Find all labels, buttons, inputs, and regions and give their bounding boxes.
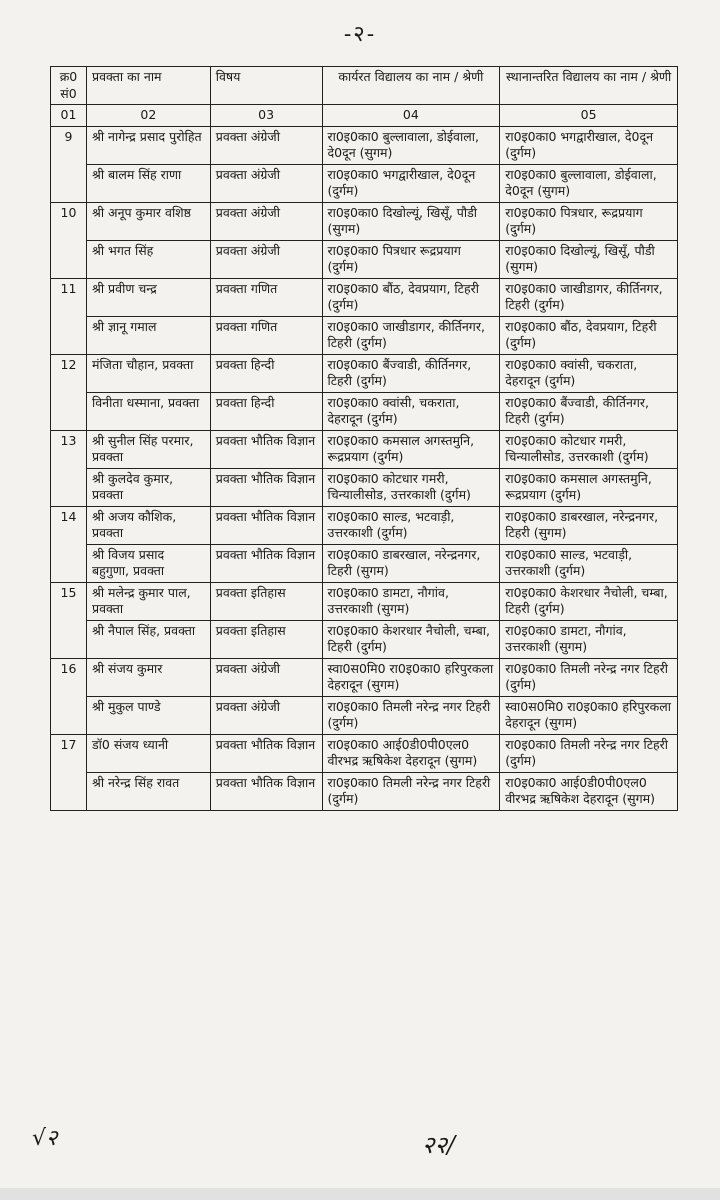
table-row [51,278,678,316]
current-school-cell: रा0इ0का0 केशरधार नैचोली, चम्बा, टिहरी (दुर्गम) [322,620,500,658]
transfer-school-cell: रा0इ0का0 कोटधार गमरी, चिन्यालीसोड, उत्तरकाशी (दुर्गम) [500,430,678,468]
header-row [51,67,678,105]
current-school-cell: रा0इ0का0 डाबरखाल, नरेन्द्रनगर, टिहरी (सुगम) [322,544,500,582]
header-current-school: कार्यरत विद्यालय का नाम / श्रेणी [322,67,500,105]
table-row [51,354,678,392]
column-number: 04 [322,105,500,127]
table-row [51,506,678,544]
subject-cell: प्रवक्ता अंग्रेजी [210,658,322,696]
serial-number-cell: 14 [51,506,87,582]
page-number: -२- [343,22,377,47]
subject-cell: प्रवक्ता अंग्रेजी [210,202,322,240]
current-school-cell: रा0इ0का0 कोटधार गमरी, चिन्यालीसोड, उत्तरकाशी (दुर्गम) [322,468,500,506]
lecturer-name-cell: डॉ0 संजय ध्यानी [86,734,210,772]
lecturer-name-cell: श्री कुलदेव कुमार, प्रवक्ता [86,468,210,506]
header-name: प्रवक्ता का नाम [86,67,210,105]
header-transfer-school: स्थानान्तरित विद्यालय का नाम / श्रेणी [500,67,678,105]
transfer-school-cell: रा0इ0का0 पित्रधार, रूद्रप्रयाग (दुर्गम) [500,202,678,240]
subject-cell: प्रवक्ता गणित [210,278,322,316]
lecturer-name-cell: श्री मुकुल पाण्डे [86,696,210,734]
lecturer-name-cell: मंजिता चौहान, प्रवक्ता [86,354,210,392]
column-number: 02 [86,105,210,127]
table-row [51,240,678,278]
subject-cell: प्रवक्ता अंग्रेजी [210,164,322,202]
current-school-cell: रा0इ0का0 बुल्लावाला, डोईवाला, दे0दून (सुगम) [322,126,500,164]
table-row [51,202,678,240]
transfer-school-cell: रा0इ0का0 आई0डी0पी0एल0 वीरभद्र ऋषिकेश देहरादून (सुगम) [500,772,678,810]
lecturer-name-cell: श्री अजय कौशिक, प्रवक्ता [86,506,210,544]
subject-cell: प्रवक्ता भौतिक विज्ञान [210,468,322,506]
table-row [51,582,678,620]
serial-number-cell: 15 [51,582,87,658]
handwritten-page-mark: २२/ [422,1131,456,1159]
transfer-school-cell: रा0इ0का0 केशरधार नैचोली, चम्बा, टिहरी (दुर्गम) [500,582,678,620]
lecturer-name-cell: श्री अनूप कुमार वशिष्ठ [86,202,210,240]
transfer-school-cell: रा0इ0का0 बुल्लावाला, डोईवाला, दे0दून (सुगम) [500,164,678,202]
current-school-cell: स्वा0स0मि0 रा0इ0का0 हरिपुरकला देहरादून (सुगम) [322,658,500,696]
lecturer-name-cell: श्री भगत सिंह [86,240,210,278]
serial-number-cell: 9 [51,126,87,202]
transfer-school-cell: रा0इ0का0 दिखोल्यूं, खिसूँ, पौडी (सुगम) [500,240,678,278]
lecturer-name-cell: श्री मलेन्द्र कुमार पाल, प्रवक्ता [86,582,210,620]
transfer-school-cell: रा0इ0का0 जाखीडागर, कीर्तिनगर, टिहरी (दुर्गम) [500,278,678,316]
serial-number-cell: 12 [51,354,87,430]
column-number: 05 [500,105,678,127]
bottom-bar [0,1188,720,1200]
lecturer-name-cell: श्री नरेन्द्र सिंह रावत [86,772,210,810]
table-row [51,544,678,582]
transfer-school-cell: रा0इ0का0 डामटा, नौगांव, उत्तरकाशी (सुगम) [500,620,678,658]
header-serial: क्र0 सं0 [51,67,87,105]
current-school-cell: रा0इ0का0 डामटा, नौगांव, उत्तरकाशी (सुगम) [322,582,500,620]
current-school-cell: रा0इ0का0 बौंठ, देवप्रयाग, टिहरी (दुर्गम) [322,278,500,316]
subject-cell: प्रवक्ता भौतिक विज्ञान [210,506,322,544]
subject-cell: प्रवक्ता अंग्रेजी [210,126,322,164]
lecturer-name-cell: श्री नैपाल सिंह, प्रवक्ता [86,620,210,658]
subject-cell: प्रवक्ता गणित [210,316,322,354]
subject-cell: प्रवक्ता इतिहास [210,620,322,658]
current-school-cell: रा0इ0का0 साल्ड, भटवाड़ी, उत्तरकाशी (दुर्गम) [322,506,500,544]
table-row [51,772,678,810]
column-number: 01 [51,105,87,127]
serial-number-cell: 17 [51,734,87,810]
transfer-school-cell: रा0इ0का0 क्वांसी, चकराता, देहरादून (दुर्गम) [500,354,678,392]
transfer-school-cell: रा0इ0का0 तिमली नरेन्द्र नगर टिहरी (दुर्गम) [500,734,678,772]
table-row [51,468,678,506]
serial-number-cell: 10 [51,202,87,278]
serial-number-cell: 16 [51,658,87,734]
table-row [51,430,678,468]
subject-cell: प्रवक्ता इतिहास [210,582,322,620]
subject-cell: प्रवक्ता भौतिक विज्ञान [210,544,322,582]
subject-cell: प्रवक्ता अंग्रेजी [210,240,322,278]
subject-cell: प्रवक्ता हिन्दी [210,392,322,430]
current-school-cell: रा0इ0का0 जाखीडागर, कीर्तिनगर, टिहरी (दुर्गम) [322,316,500,354]
table-row [51,734,678,772]
lecturer-name-cell: श्री प्रवीण चन्द्र [86,278,210,316]
table-row [51,392,678,430]
transfer-school-cell: रा0इ0का0 बौंठ, देवप्रयाग, टिहरी (दुर्गम) [500,316,678,354]
lecturer-name-cell: श्री नागेन्द्र प्रसाद पुरोहित [86,126,210,164]
initials-mark: √२ [32,1126,58,1151]
transfer-table [50,66,678,811]
transfer-school-cell: स्वा0स0मि0 रा0इ0का0 हरिपुरकला देहरादून (सुगम) [500,696,678,734]
current-school-cell: रा0इ0का0 तिमली नरेन्द्र नगर टिहरी (दुर्गम) [322,696,500,734]
transfer-school-cell: रा0इ0का0 भगद्वारीखाल, दे0दून (दुर्गम) [500,126,678,164]
lecturer-name-cell: श्री सुनील सिंह परमार, प्रवक्ता [86,430,210,468]
table-row [51,620,678,658]
transfer-school-cell: रा0इ0का0 डाबरखाल, नरेन्द्रनगर, टिहरी (सुगम) [500,506,678,544]
transfer-school-cell: रा0इ0का0 कमसाल अगस्तमुनि, रूद्रप्रयाग (दुर्गम) [500,468,678,506]
subject-cell: प्रवक्ता भौतिक विज्ञान [210,734,322,772]
lecturer-name-cell: श्री ज्ञानू गमाल [86,316,210,354]
transfer-school-cell: रा0इ0का0 बैंज्वाडी, कीर्तिनगर, टिहरी (दुर्गम) [500,392,678,430]
current-school-cell: रा0इ0का0 पित्रधार रूद्रप्रयाग (दुर्गम) [322,240,500,278]
subject-cell: प्रवक्ता हिन्दी [210,354,322,392]
lecturer-name-cell: श्री बालम सिंह राणा [86,164,210,202]
table-row [51,126,678,164]
current-school-cell: रा0इ0का0 तिमली नरेन्द्र नगर टिहरी (दुर्गम) [322,772,500,810]
serial-number-cell: 13 [51,430,87,506]
current-school-cell: रा0इ0का0 कमसाल अगस्तमुनि, रूद्रप्रयाग (दुर्गम) [322,430,500,468]
current-school-cell: रा0इ0का0 दिखोल्यूं, खिसूँ, पौडी (सुगम) [322,202,500,240]
subject-cell: प्रवक्ता भौतिक विज्ञान [210,430,322,468]
table-row [51,658,678,696]
lecturer-name-cell: विनीता धस्माना, प्रवक्ता [86,392,210,430]
lecturer-name-cell: श्री विजय प्रसाद बहुगुणा, प्रवक्ता [86,544,210,582]
header-subject: विषय [210,67,322,105]
transfer-school-cell: रा0इ0का0 तिमली नरेन्द्र नगर टिहरी (दुर्गम) [500,658,678,696]
table-row [51,696,678,734]
column-number: 03 [210,105,322,127]
current-school-cell: रा0इ0का0 बैंज्वाडी, कीर्तिनगर, टिहरी (दुर्गम) [322,354,500,392]
current-school-cell: रा0इ0का0 आई0डी0पी0एल0 वीरभद्र ऋषिकेश देहरादून (सुगम) [322,734,500,772]
serial-number-cell: 11 [51,278,87,354]
table-body [51,126,678,810]
current-school-cell: रा0इ0का0 भगद्वारीखाल, दे0दून (दुर्गम) [322,164,500,202]
subject-cell: प्रवक्ता भौतिक विज्ञान [210,772,322,810]
transfer-school-cell: रा0इ0का0 साल्ड, भटवाड़ी, उत्तरकाशी (दुर्गम) [500,544,678,582]
lecturer-name-cell: श्री संजय कुमार [86,658,210,696]
column-number-row [51,105,678,127]
table-row [51,164,678,202]
current-school-cell: रा0इ0का0 क्वांसी, चकराता, देहरादून (दुर्गम) [322,392,500,430]
subject-cell: प्रवक्ता अंग्रेजी [210,696,322,734]
table-row [51,316,678,354]
